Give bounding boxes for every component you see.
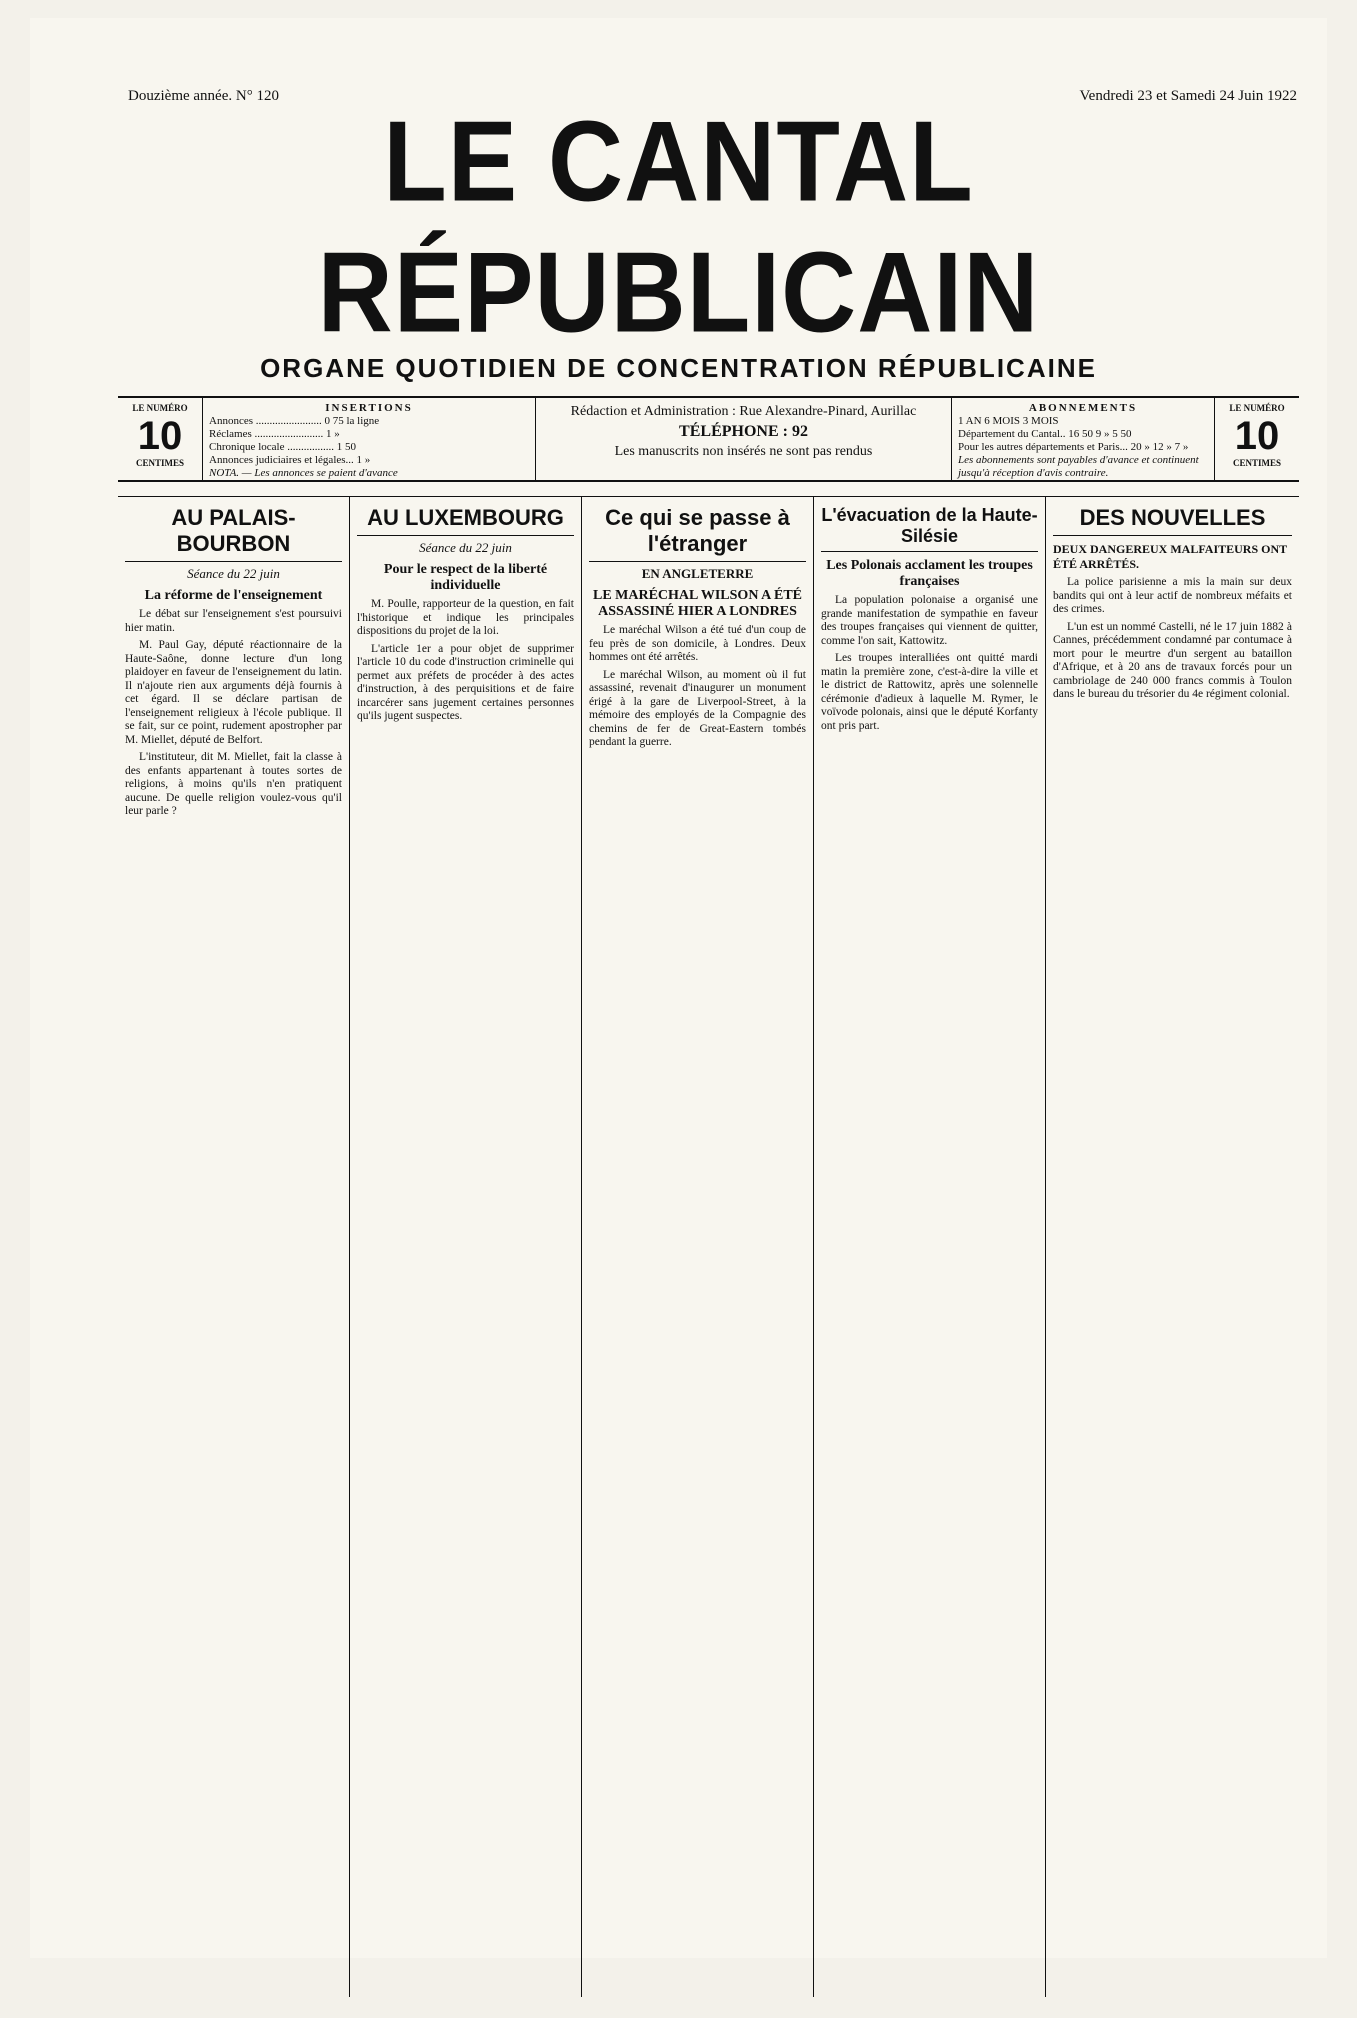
paragraph: Le maréchal Wilson a été tué d'un coup de feu près de son domicile, à Londres. Deux hommes ont été arrêtés. bbox=[589, 624, 806, 663]
paragraph: M. Poulle, rapporteur de la question, en fait l'historique et indique les principales dispositions du projet de la loi. bbox=[357, 598, 574, 637]
column-nouvelles bbox=[1046, 497, 1299, 1997]
column-subheading: Séance du 22 juin bbox=[187, 566, 280, 581]
header-topline bbox=[30, 18, 1327, 105]
section-heading: DEUX DANGEREUX MALFAITEURS ONT ÉTÉ ARRÊTÉS. bbox=[1053, 542, 1287, 571]
column-subheading: EN ANGLETERRE bbox=[641, 566, 754, 581]
info-bar bbox=[118, 396, 1299, 482]
insertions-line: Réclames ......................... 1 » bbox=[209, 428, 340, 440]
paragraph: Le débat sur l'enseignement s'est poursuivi hier matin. bbox=[125, 608, 342, 634]
section-heading: La réforme de l'enseignement bbox=[144, 588, 323, 603]
price-label: LE NUMÉRO bbox=[1229, 403, 1285, 413]
column-heading: L'évacuation de la Haute-Silésie bbox=[821, 505, 1038, 552]
issue-date: Vendredi 23 et Samedi 24 Juin 1922 bbox=[1079, 88, 1297, 104]
price-label: LE NUMÉRO bbox=[132, 403, 188, 413]
abonnements-box bbox=[952, 398, 1215, 480]
abonnements-title: ABONNEMENTS bbox=[1028, 402, 1138, 414]
paragraph: Le maréchal Wilson, au moment où il fut assassiné, revenait d'inaugurer un monument érigé à la gare de Liverpool-Street, à la mémoire des employés de la Compagnie des chemins de fer de Great-Eastern tombés pendant la guerre. bbox=[589, 668, 806, 748]
price-right bbox=[1215, 398, 1299, 480]
abonnements-line: Les abonnements sont payables d'avance et continuent jusqu'à réception d'avis contraire. bbox=[958, 454, 1199, 479]
issue-number: Douzième année. N° 120 bbox=[128, 88, 279, 104]
masthead-subtitle: ORGANE QUOTIDIEN DE CONCENTRATION RÉPUBLICAINE bbox=[260, 353, 1097, 383]
insertions-line: NOTA. — Les annonces se paient d'avance bbox=[209, 467, 398, 479]
paragraph: L'article 1er a pour objet de supprimer l'article 10 du code d'instruction criminelle qui permet aux préfets de procéder à des actes d'instruction, à des perquisitions et de faire incarcérer sans jugement certaines personnes qu'ils jugent suspectes. bbox=[357, 642, 574, 722]
paragraph: La police parisienne a mis la main sur deux bandits qui ont à leur actif de nombreux méfaits et des crimes. bbox=[1053, 576, 1292, 615]
price-value: 10 bbox=[137, 414, 183, 458]
article-columns bbox=[118, 496, 1299, 1997]
paragraph: L'un est un nommé Castelli, né le 17 juin 1882 à Cannes, précédemment condamné par contumace à mort pour le meurtre d'un sergent au bataillon d'Afrique, et à 20 ans de travaux forcés pour un cambriolage de 240 000 francs commis à Toulon dans le bureau du trésorier du 4e régiment colonial. bbox=[1053, 620, 1292, 700]
paragraph: M. Paul Gay, député réactionnaire de la Haute-Saône, donne lecture d'un long plaidoyer en faveur de l'enseignement du latin. Il n'ajoute rien aux arguments déjà fournis à cet égard. Il se déclare partisan de l'enseignement religieux à l'école publique. Il se fait, sur ce point, rudement apostropher par M. Miellet, député de Belfort. bbox=[125, 639, 342, 746]
price-value: 10 bbox=[1234, 414, 1280, 458]
column-haute-silesie bbox=[814, 497, 1046, 1997]
paragraph: L'instituteur, dit M. Miellet, fait la classe à des enfants appartenant à toutes sortes de religions, à moins qu'ils n'en pratiquent aucune. De quelle religion voulez-vous qu'il leur parle ? bbox=[125, 751, 342, 817]
insertions-title: INSERTIONS bbox=[325, 402, 413, 414]
column-heading: AU PALAIS-BOURBON bbox=[125, 505, 342, 562]
insertions-line: Chronique locale ................. 1 50 bbox=[209, 441, 356, 453]
newspaper-page bbox=[30, 18, 1327, 1958]
abonnements-line: 1 AN 6 MOIS 3 MOIS bbox=[958, 415, 1059, 427]
column-heading: Ce qui se passe à l'étranger bbox=[589, 505, 806, 562]
abonnements-line: Département du Cantal.. 16 50 9 » 5 50 bbox=[958, 428, 1132, 440]
masthead-title: LE CANTAL RÉPUBLICAIN bbox=[317, 98, 1040, 357]
price-unit: CENTIMES bbox=[1232, 458, 1281, 468]
paragraph: La population polonaise a organisé une grande manifestation de sympathie en faveur des troupes françaises qui viennent de quitter, comme l'on sait, Kattowitz. bbox=[821, 594, 1038, 647]
column-heading: AU LUXEMBOURG bbox=[357, 505, 574, 536]
price-unit: CENTIMES bbox=[135, 458, 184, 468]
manuscripts-note: Les manuscrits non insérés ne sont pas rendus bbox=[614, 444, 873, 459]
redaction-address: Rédaction et Administration : Rue Alexandre-Pinard, Aurillac bbox=[570, 404, 917, 419]
section-heading: Les Polonais acclament les troupes françaises bbox=[826, 558, 1033, 589]
price-left bbox=[118, 398, 203, 480]
redaction-box bbox=[536, 398, 952, 480]
column-etranger bbox=[582, 497, 814, 1997]
insertions-line: Annonces judiciaires et légales... 1 » bbox=[209, 454, 371, 466]
paragraph: Les troupes interalliées ont quitté mardi matin la première zone, c'est-à-dire la ville et le district de Rattowitz, après une solennelle cérémonie d'adieux à laquelle M. Rymer, le voïvode polonais, ainsi que le député Korfanty ont pris part. bbox=[821, 652, 1038, 732]
insertions-line: Annonces ........................ 0 75 la ligne bbox=[209, 415, 380, 427]
insertions-box bbox=[203, 398, 536, 480]
column-luxembourg bbox=[350, 497, 582, 1997]
telephone: TÉLÉPHONE : 92 bbox=[679, 423, 808, 440]
abonnements-line: Pour les autres départements et Paris... 20 » 12 » 7 » bbox=[958, 441, 1189, 453]
column-palais-bourbon bbox=[118, 497, 350, 1997]
section-heading: LE MARÉCHAL WILSON A ÉTÉ ASSASSINÉ HIER A LONDRES bbox=[592, 588, 803, 619]
column-subheading: Séance du 22 juin bbox=[419, 540, 512, 555]
column-heading: DES NOUVELLES bbox=[1053, 505, 1292, 536]
section-heading: Pour le respect de la liberté individuelle bbox=[383, 562, 548, 593]
